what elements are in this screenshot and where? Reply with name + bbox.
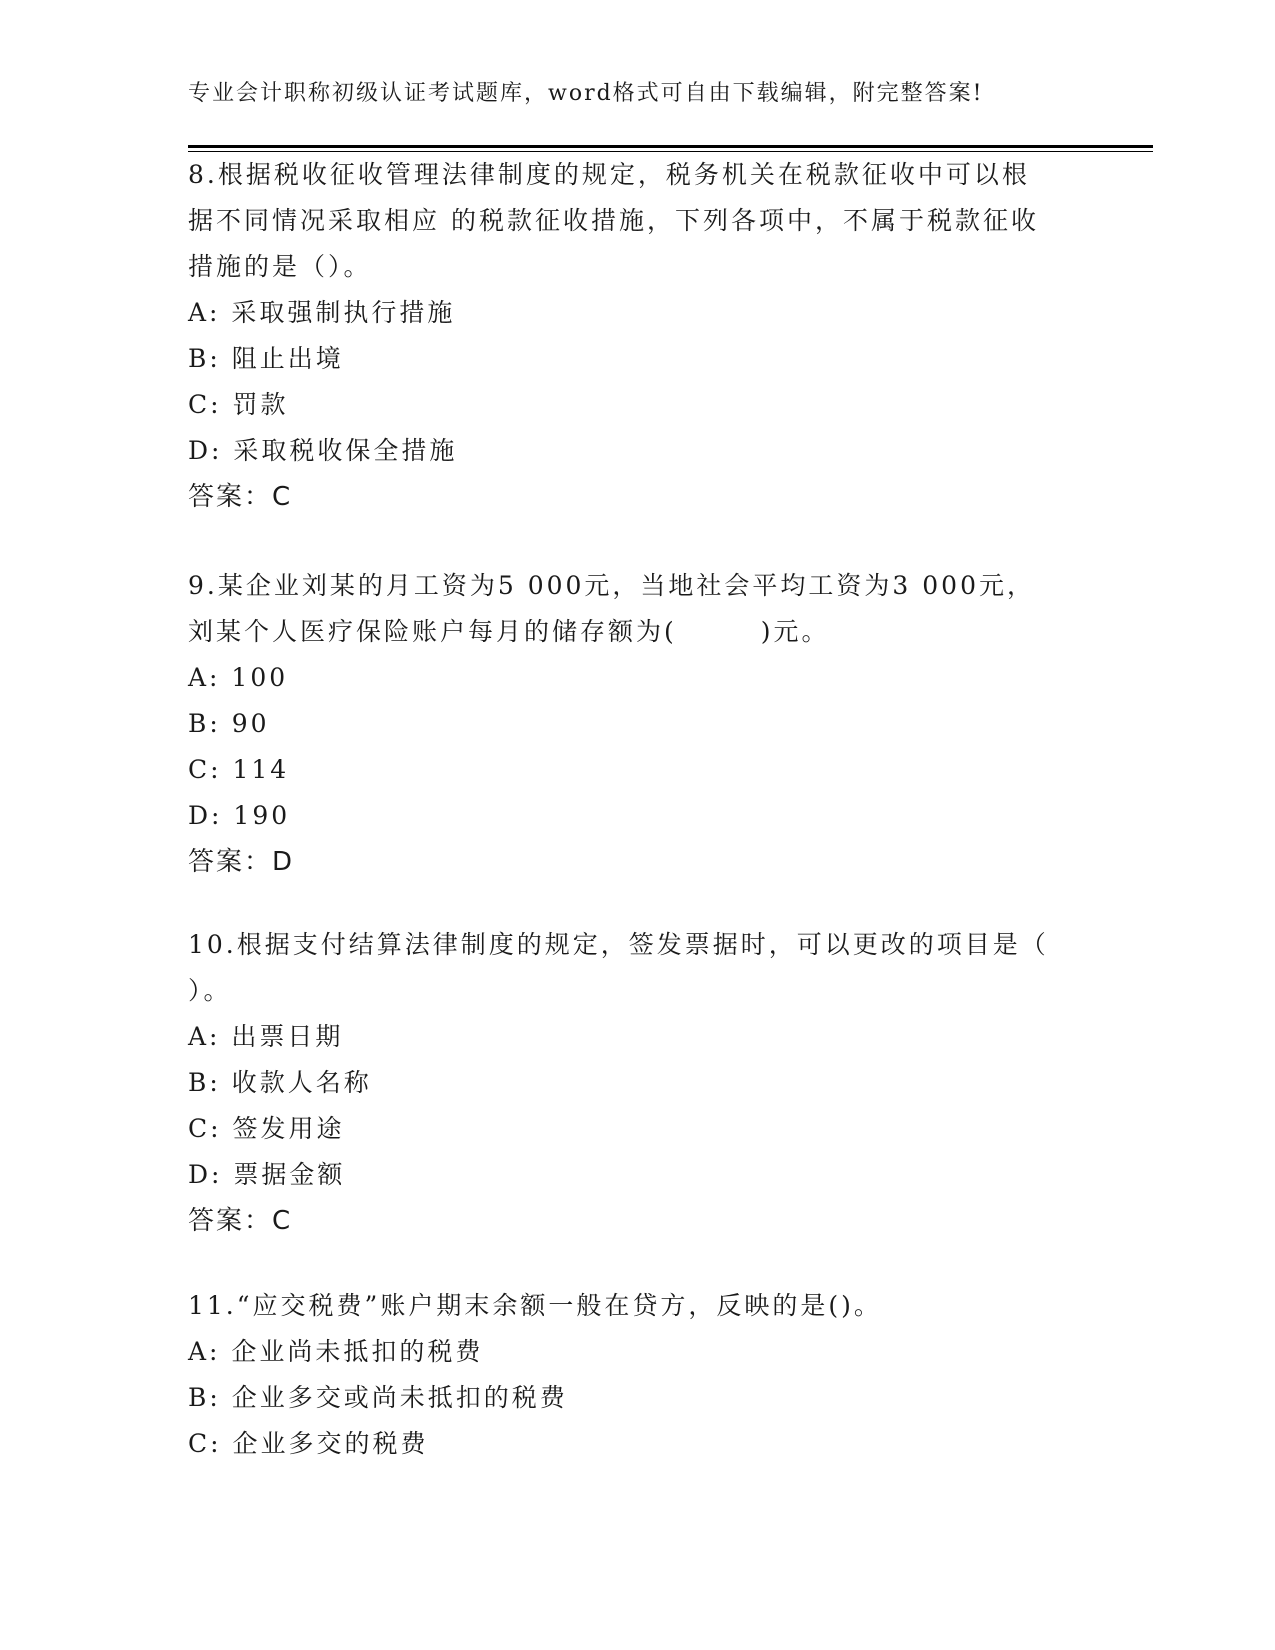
option-a: A: 企业尚未抵扣的税费 (188, 1337, 484, 1366)
question-text-line: ）。 (188, 976, 232, 1005)
option-a: A: 100 (188, 663, 289, 692)
question-text-line: 措施的是（）。 (188, 252, 372, 281)
answer: 答案：C (188, 1206, 293, 1236)
option-c: C: 114 (188, 755, 290, 784)
question-text-line: 8.根据税收征收管理法律制度的规定，税务机关在税款征收中可以根 (188, 160, 1030, 189)
question-8 (188, 152, 1088, 520)
question-text-line: 据不同情况采取相应 的税款征收措施，下列各项中，不属于税款征收 (188, 206, 1039, 235)
question-text-line: 10.根据支付结算法律制度的规定，签发票据时，可以更改的项目是（ (188, 930, 1049, 959)
question-text-line: 9.某企业刘某的月工资为5 000元，当地社会平均工资为3 000元， (188, 571, 1035, 600)
question-text-line: 11.“应交税费”账户期末余额一般在贷方，反映的是()。 (188, 1291, 882, 1320)
answer: 答案：D (188, 847, 295, 877)
option-a: A: 采取强制执行措施 (188, 298, 456, 327)
header-rule-thick (188, 145, 1153, 148)
option-b: B: 阻止出境 (188, 344, 344, 373)
option-d: D: 票据金额 (188, 1160, 346, 1189)
option-d: D: 190 (188, 801, 291, 830)
page-header: 专业会计职称初级认证考试题库，word格式可自由下载编辑，附完整答案! (188, 81, 984, 106)
option-b: B: 企业多交或尚未抵扣的税费 (188, 1383, 568, 1412)
option-a: A: 出票日期 (188, 1022, 344, 1051)
question-9 (188, 563, 1088, 885)
option-c: C: 罚款 (188, 390, 289, 419)
option-d: D: 采取税收保全措施 (188, 436, 458, 465)
question-text-line: 刘某个人医疗保险账户每月的储存额为( )元。 (188, 617, 830, 646)
question-10 (188, 922, 1088, 1244)
option-c: C: 签发用途 (188, 1114, 345, 1143)
answer: 答案：C (188, 482, 293, 512)
option-b: B: 收款人名称 (188, 1068, 372, 1097)
option-b: B: 90 (188, 709, 270, 738)
option-c: C: 企业多交的税费 (188, 1429, 429, 1458)
question-11 (188, 1283, 1088, 1467)
